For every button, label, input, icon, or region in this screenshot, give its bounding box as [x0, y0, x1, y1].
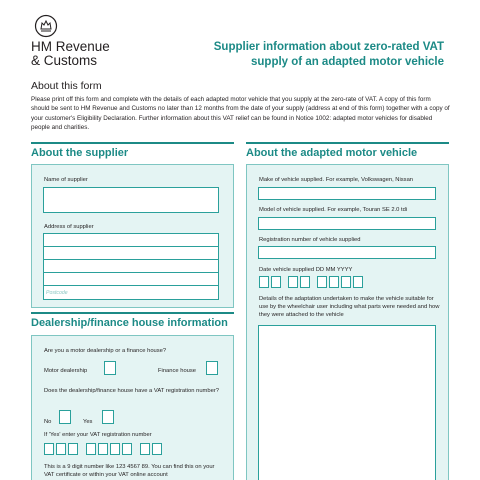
dealer-type-question: Are you a motor dealership or a finance house?: [44, 348, 167, 354]
date-day-box[interactable]: [271, 276, 281, 288]
vat-digit-box[interactable]: [110, 443, 120, 455]
date-supplied-label: Date vehicle supplied DD MM YYYY: [259, 267, 353, 273]
vehicle-heading: About the adapted motor vehicle: [246, 147, 418, 159]
registration-label: Registration number of vehicle supplied: [259, 237, 361, 243]
form-title: [214, 40, 444, 70]
vat-registered-question: Does the dealership/finance house have a VAT registration number?: [44, 388, 219, 394]
address-line-2-input[interactable]: [43, 246, 219, 260]
about-heading: About this form: [31, 80, 102, 92]
supplier-address-label: Address of supplier: [44, 224, 94, 230]
date-month-box[interactable]: [300, 276, 310, 288]
about-body: Please print off this form and complete with the details of each adapted motor vehicle that you supply at the zero-rate of VAT. A copy of this form should be sent to HM Revenue and Customs no later than 12 months from the date of your supply (address at end of this form) together with a copy of your customer's Eligibility Declaration. Further information about this VAT relief can be found in Notice 1002: adapted motor vehicles for disabled people and charities.: [31, 96, 450, 132]
royal-crest-icon: [34, 14, 58, 38]
finance-house-checkbox[interactable]: [206, 361, 218, 375]
date-year-box[interactable]: [317, 276, 327, 288]
vat-digit-box[interactable]: [86, 443, 96, 455]
form-title-line1: Supplier information about zero-rated VAT: [213, 41, 444, 53]
registration-input[interactable]: [258, 246, 436, 259]
org-logo-text: [31, 40, 110, 68]
no-checkbox[interactable]: [59, 410, 71, 424]
vehicle-rule: [246, 142, 449, 144]
date-day-box[interactable]: [259, 276, 269, 288]
vehicle-make-input[interactable]: [258, 187, 436, 200]
adaptation-details-label: Details of the adaptation undertaken to make the vehicle suitable for use by the wheelchair user including what parts were needed and how they were attached to the vehicle: [259, 296, 440, 318]
address-line-4-input[interactable]: [43, 272, 219, 286]
vat-number-prompt: If 'Yes' enter your VAT registration number: [44, 432, 152, 438]
postcode-input[interactable]: Postcode: [43, 285, 219, 300]
vehicle-model-label: Model of vehicle supplied. For example, Touran SE 2.0 tdi: [259, 207, 408, 213]
vat-digit-box[interactable]: [56, 443, 66, 455]
dealership-panel: [31, 335, 234, 480]
dealership-rule: [31, 312, 234, 314]
yes-checkbox[interactable]: [102, 410, 114, 424]
finance-house-label: Finance house: [158, 368, 197, 374]
vat-digit-box[interactable]: [122, 443, 132, 455]
address-line-3-input[interactable]: [43, 259, 219, 273]
supplier-name-input[interactable]: [43, 187, 219, 213]
adaptation-details-textarea[interactable]: [258, 325, 436, 480]
vehicle-make-label: Make of vehicle supplied. For example, Volkswagen, Nissan: [259, 177, 414, 183]
org-name-line2: & Customs: [31, 53, 98, 68]
motor-dealership-label: Motor dealership: [44, 368, 88, 374]
vat-digit-box[interactable]: [44, 443, 54, 455]
vat-digit-box[interactable]: [152, 443, 162, 455]
supplier-name-label: Name of supplier: [44, 177, 88, 183]
vehicle-panel: [246, 164, 449, 480]
supplier-panel: [31, 164, 234, 308]
supplier-rule: [31, 142, 234, 144]
date-year-box[interactable]: [341, 276, 351, 288]
date-year-box[interactable]: [353, 276, 363, 288]
org-name-line1: HM Revenue: [31, 39, 110, 54]
vat-digit-box[interactable]: [140, 443, 150, 455]
vat-digit-box[interactable]: [98, 443, 108, 455]
vehicle-model-input[interactable]: [258, 217, 436, 230]
yes-label: Yes: [83, 419, 93, 425]
vat-number-note: This is a 9 digit number like 123 4567 89. You can find this on your VAT certificate or within your VAT online account: [44, 464, 215, 478]
vat-digit-box[interactable]: [68, 443, 78, 455]
motor-dealership-checkbox[interactable]: [104, 361, 116, 375]
date-month-box[interactable]: [288, 276, 298, 288]
supplier-heading: About the supplier: [31, 147, 129, 159]
no-label: No: [44, 419, 52, 425]
dealership-heading: Dealership/finance house information: [31, 317, 228, 329]
address-line-1-input[interactable]: [43, 233, 219, 247]
date-year-box[interactable]: [329, 276, 339, 288]
form-title-line2: supply of an adapted motor vehicle: [251, 56, 444, 68]
